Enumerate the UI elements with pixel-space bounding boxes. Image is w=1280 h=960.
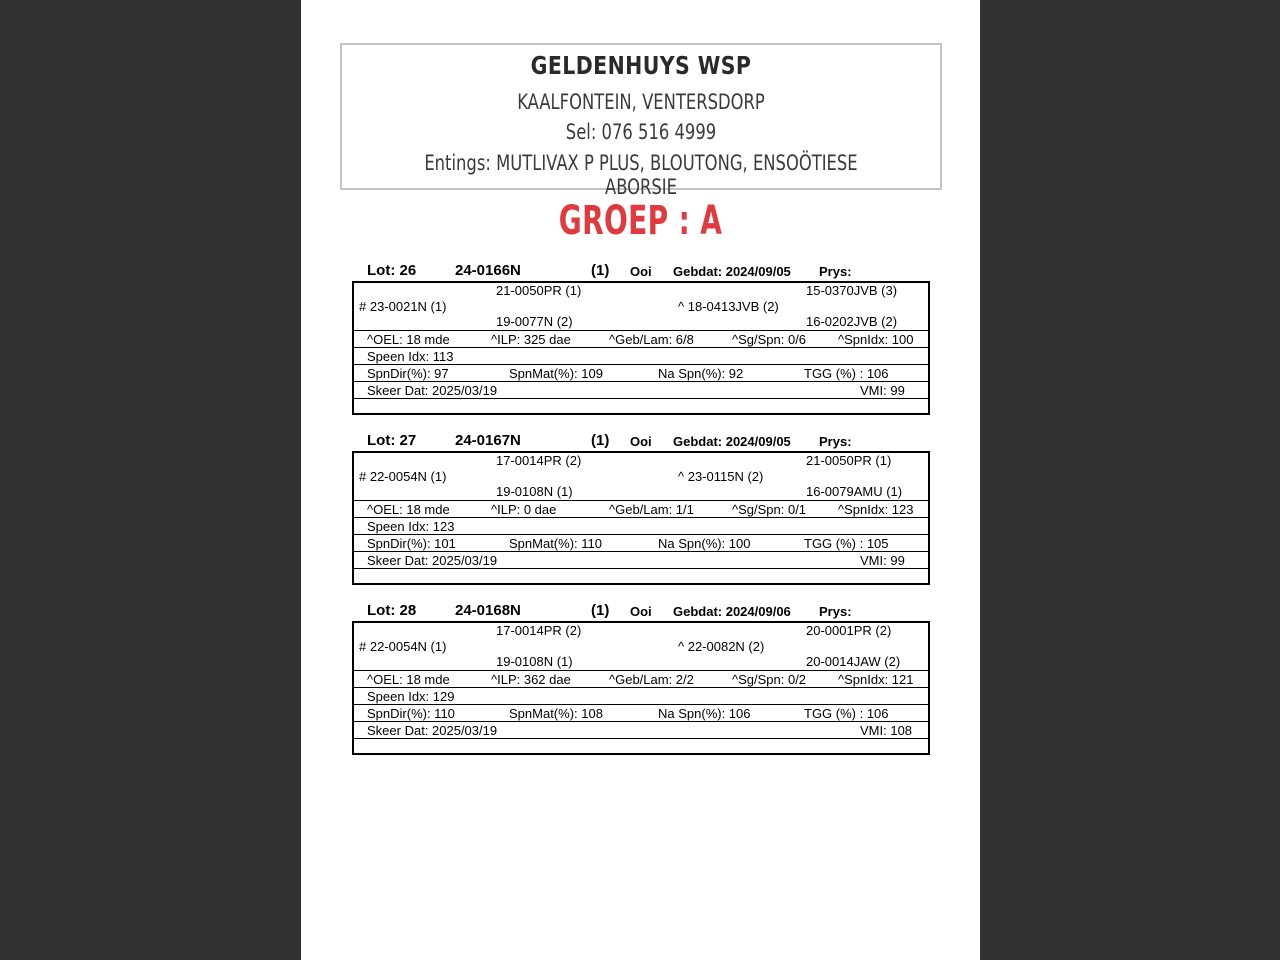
vmi: VMI: 108 <box>860 723 913 738</box>
seller-header <box>340 43 942 199</box>
birth-date: Gebdat: 2024/09/05 <box>673 434 791 449</box>
farm-location: KAALFONTEIN, VENTERSDORP <box>517 90 765 114</box>
spn-dir: SpnDir(%): 110 <box>367 706 455 721</box>
spn-mat: SpnMat(%): 109 <box>509 366 603 381</box>
sire: # 23-0021N (1) <box>359 299 447 314</box>
skeer-date: Skeer Dat: 2025/03/19 <box>367 383 498 398</box>
animal-count: (1) <box>591 262 610 279</box>
tgg: TGG (%) : 106 <box>804 706 889 721</box>
animal-sex: Ooi <box>630 604 652 619</box>
sire: # 22-0054N (1) <box>359 469 447 484</box>
lot-number: Lot: 28 <box>367 602 417 619</box>
speen-idx: Speen Idx: 129 <box>367 689 455 704</box>
animal-id: 24-0166N <box>455 262 521 279</box>
sire-dam: 19-0077N (2) <box>496 314 573 329</box>
na-spn: Na Spn(%): 92 <box>658 366 744 381</box>
lot-number: Lot: 27 <box>367 432 417 449</box>
dam: ^ 23-0115N (2) <box>678 469 764 484</box>
tgg: TGG (%) : 106 <box>804 366 889 381</box>
lot-details <box>352 621 930 755</box>
lot-details <box>352 451 930 585</box>
price-label: Prys: <box>819 434 852 449</box>
dam-sire: 20-0001PR (2) <box>806 623 892 638</box>
sg-spn: ^Sg/Spn: 0/1 <box>732 502 807 517</box>
oel: ^OEL: 18 mde <box>367 332 450 347</box>
spn-mat: SpnMat(%): 108 <box>509 706 603 721</box>
skeer-date: Skeer Dat: 2025/03/19 <box>367 553 498 568</box>
sire-dam: 19-0108N (1) <box>496 484 573 499</box>
spn-idx: ^SpnIdx: 123 <box>838 502 914 517</box>
lot-header <box>352 261 930 281</box>
price-label: Prys: <box>819 604 852 619</box>
vmi: VMI: 99 <box>860 383 905 398</box>
animal-sex: Ooi <box>630 264 652 279</box>
lot-number: Lot: 26 <box>367 262 417 279</box>
ilp: ^ILP: 362 dae <box>491 672 571 687</box>
geb-lam: ^Geb/Lam: 1/1 <box>609 502 694 517</box>
skeer-date: Skeer Dat: 2025/03/19 <box>367 723 498 738</box>
lot-card <box>352 431 930 585</box>
dam-dam: 16-0202JVB (2) <box>806 314 898 329</box>
spn-dir: SpnDir(%): 101 <box>367 536 456 551</box>
animal-id: 24-0168N <box>455 602 521 619</box>
dam-dam: 16-0079AMU (1) <box>806 484 903 499</box>
catalog-page <box>301 0 980 960</box>
dam: ^ 18-0413JVB (2) <box>678 299 779 314</box>
speen-idx: Speen Idx: 113 <box>367 349 454 364</box>
oel: ^OEL: 18 mde <box>367 672 450 687</box>
lot-header <box>352 431 930 451</box>
dam-dam: 20-0014JAW (2) <box>806 654 901 669</box>
birth-date: Gebdat: 2024/09/05 <box>673 264 791 279</box>
geb-lam: ^Geb/Lam: 2/2 <box>609 672 694 687</box>
geb-lam: ^Geb/Lam: 6/8 <box>609 332 694 347</box>
sire-sire: 21-0050PR (1) <box>496 283 582 298</box>
sire: # 22-0054N (1) <box>359 639 447 654</box>
animal-count: (1) <box>591 432 610 449</box>
spn-dir: SpnDir(%): 97 <box>367 366 449 381</box>
na-spn: Na Spn(%): 100 <box>658 536 751 551</box>
vmi: VMI: 99 <box>860 553 905 568</box>
dam-sire: 15-0370JVB (3) <box>806 283 898 298</box>
vaccinations-line: Entings: MUTLIVAX P PLUS, BLOUTONG, ENSOÖTIESE ABORSIE <box>424 151 858 199</box>
spn-idx: ^SpnIdx: 121 <box>838 672 914 687</box>
lot-header <box>352 601 930 621</box>
dam: ^ 22-0082N (2) <box>678 639 765 654</box>
oel: ^OEL: 18 mde <box>367 502 450 517</box>
farm-phone: Sel: 076 516 4999 <box>565 120 717 144</box>
lot-details <box>352 281 930 415</box>
spn-mat: SpnMat(%): 110 <box>509 536 602 551</box>
ilp: ^ILP: 325 dae <box>491 332 571 347</box>
spn-idx: ^SpnIdx: 100 <box>838 332 914 347</box>
sire-sire: 17-0014PR (2) <box>496 623 582 638</box>
tgg: TGG (%) : 105 <box>804 536 889 551</box>
ilp: ^ILP: 0 dae <box>491 502 557 517</box>
birth-date: Gebdat: 2024/09/06 <box>673 604 791 619</box>
price-label: Prys: <box>819 264 852 279</box>
sire-dam: 19-0108N (1) <box>496 654 573 669</box>
animal-id: 24-0167N <box>455 432 521 449</box>
animal-count: (1) <box>591 602 610 619</box>
sire-sire: 17-0014PR (2) <box>496 453 582 468</box>
group-title: GROEP : A <box>558 198 723 244</box>
dam-sire: 21-0050PR (1) <box>806 453 892 468</box>
animal-sex: Ooi <box>630 434 652 449</box>
farm-name: GELDENHUYS WSP <box>530 51 752 80</box>
sg-spn: ^Sg/Spn: 0/2 <box>732 672 807 687</box>
na-spn: Na Spn(%): 106 <box>658 706 751 721</box>
lot-card <box>352 601 930 755</box>
lot-card <box>352 261 930 415</box>
sg-spn: ^Sg/Spn: 0/6 <box>732 332 807 347</box>
speen-idx: Speen Idx: 123 <box>367 519 455 534</box>
